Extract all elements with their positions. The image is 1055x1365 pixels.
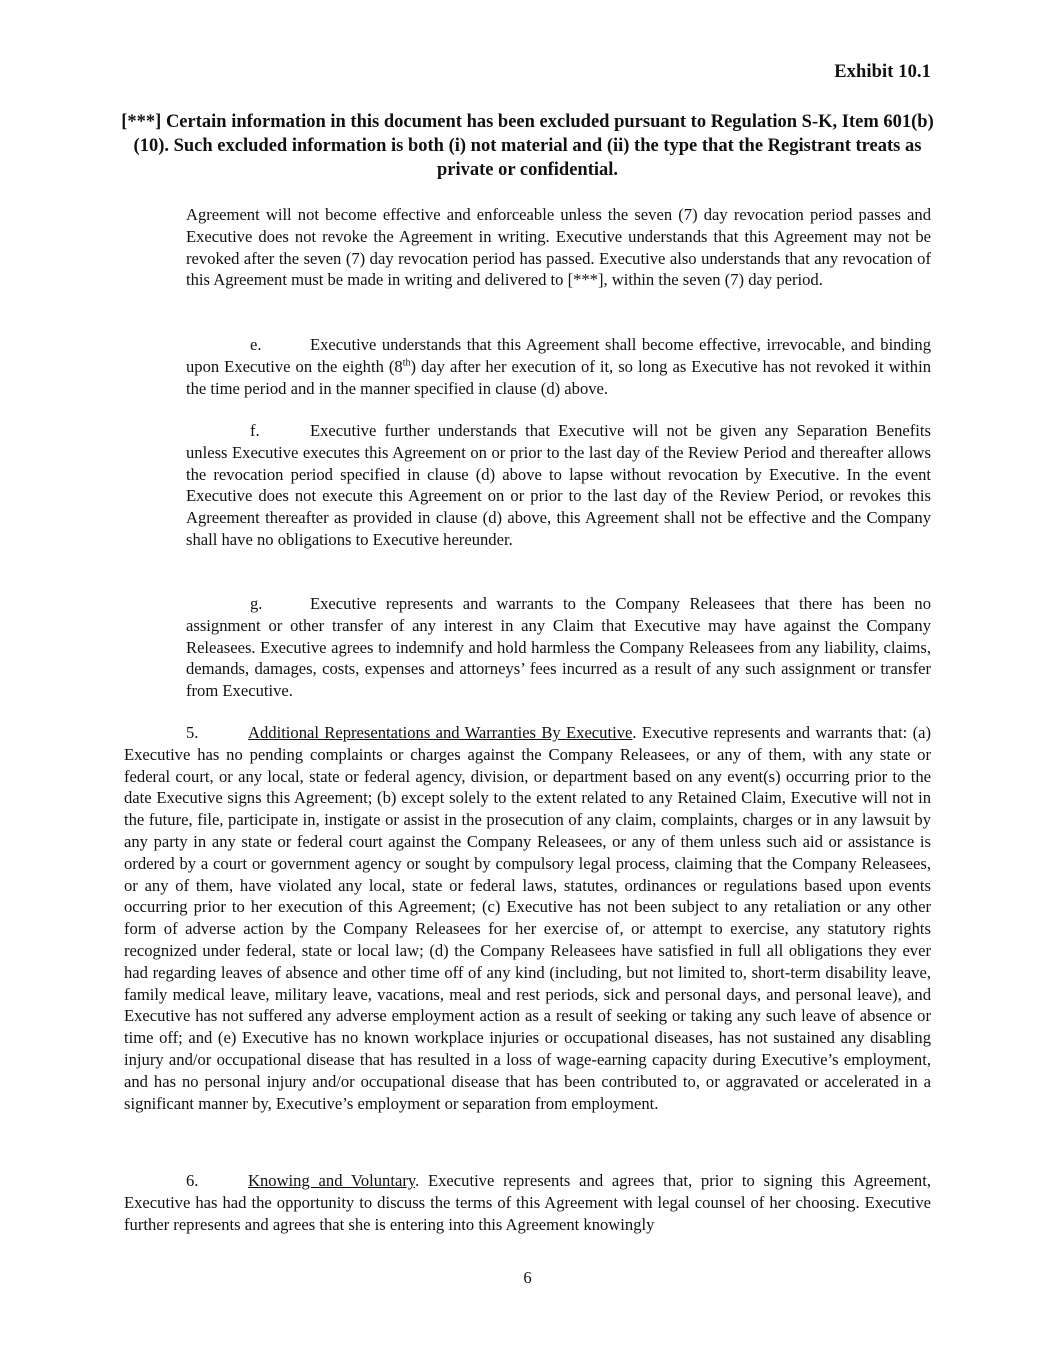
paragraph-g — [186, 593, 931, 702]
paragraph-f-label: f. — [250, 421, 260, 440]
paragraph-e-label: e. — [250, 335, 262, 354]
paragraph-g-text: Executive represents and warrants to the Company Releasees that there has been no assignment or other transfer of any interest in any Claim that Executive may have against the Company Releasees. Executive agrees to indemnify and hold harmless the Company Releasees from any liability, claims, demands, damages, costs, expenses and attorneys’ fees incurred as a result of any such assignment or transfer from Executive. — [186, 594, 931, 701]
section-6-text: . Executive represents and agrees that, prior to signing this Agreement, Executive has had the opportunity to discuss the terms of this Agreement with legal counsel of her choosing. Executive further represents and agrees that she is entering into this Agreement knowingly — [124, 1171, 931, 1234]
section-5 — [124, 722, 931, 1114]
paragraph-continued: Agreement will not become effective and enforceable unless the seven (7) day revocation period passes and Executive does not revoke the Agreement in writing. Executive understands that this Agreement may not be revoked after the seven (7) day revocation period has passed. Executive also understands that any revocation of this Agreement must be made in writing and delivered to [***], within the seven (7) day period. — [186, 205, 931, 290]
section-5-text: . Executive represents and warrants that: (a) Executive has no pending complaints or charges against the Company Releasees, or any of them, with any state or federal court, or any local, state or federal agency, division, or department based on any event(s) occurring prior to the date Executive signs this Agreement; (b) except solely to the extent related to any Retained Claim, Executive will not in the future, file, participate in, instigate or assist in the prosecution of any claim, complaints, charges or in any lawsuit by any party in any state or federal court against the Company Releasees, or any of them unless such aid or assistance is ordered by a court or government agency or sought by compulsory legal process, claiming that the Company Releasees, or any of them, have violated any local, state or federal laws, statutes, ordinances or regulations based upon events occurring prior to her execution of this Agreement; (c) Executive has not been subject to any retaliation or any other form of adverse action by the Company Releasees for her exercise of, or attempt to exercise, any statutory rights recognized under federal, state or local law; (d) the Company Releasees have satisfied in full all obligations they ever had regarding leaves of absence and other time off of any kind (including, but not limited to, short-term disability leave, family medical leave, military leave, vacations, meal and rest periods, sick and personal days, and personal leave), and Executive has not suffered any adverse employment action as a result of seeking or taking any such leave of absence or time off; and (e) Executive has no known workplace injuries or occupational diseases, has not sustained any disabling injury and/or occupational disease that has resulted in a loss of wage-earning capacity during Executive’s employment, and has no personal injury and/or occupational disease that has been contributed to, or aggravated or accelerated in a significant manner by, Executive’s employment or separation from employment. — [124, 723, 931, 1113]
section-5-number: 5. — [186, 723, 199, 742]
paragraph-e — [186, 334, 931, 399]
section-6-number: 6. — [186, 1171, 199, 1190]
page-number: 6 — [523, 1268, 532, 1287]
section-6 — [124, 1170, 931, 1235]
section-6-heading: Knowing and Voluntary — [248, 1171, 416, 1190]
redaction-notice: [***] Certain information in this document has been excluded pursuant to Regulation S-K, Item 601(b)(10). Such excluded information is both (i) not material and (ii) the type that the Registrant treats as private or confidential. — [121, 112, 934, 180]
paragraph-e-superscript: th — [402, 357, 411, 369]
paragraph-e-text-after: ) day after her execution of it, so long as Executive has not revoked it within the time period and in the manner specified in clause (d) above. — [186, 356, 931, 398]
exhibit-label: Exhibit 10.1 — [834, 62, 931, 82]
paragraph-e-text-before: Executive understands that this Agreement shall become effective, irrevocable, and binding upon Executive on the eighth (8 — [186, 335, 931, 376]
paragraph-f-text: Executive further understands that Executive will not be given any Separation Benefits unless Executive executes this Agreement on or prior to the last day of the Review Period and thereafter allows the revocation period specified in clause (d) above to lapse without revocation by Executive. In the event Executive does not execute this Agreement on or prior to the last day of the Review Period, or revokes this Agreement thereafter as provided in clause (d) above, this Agreement shall not be effective and the Company shall have no obligations to Executive hereunder. — [186, 421, 931, 549]
paragraph-g-label: g. — [250, 594, 263, 613]
paragraph-f — [186, 420, 931, 551]
section-5-heading: Additional Representations and Warranties By Executive — [248, 723, 633, 742]
